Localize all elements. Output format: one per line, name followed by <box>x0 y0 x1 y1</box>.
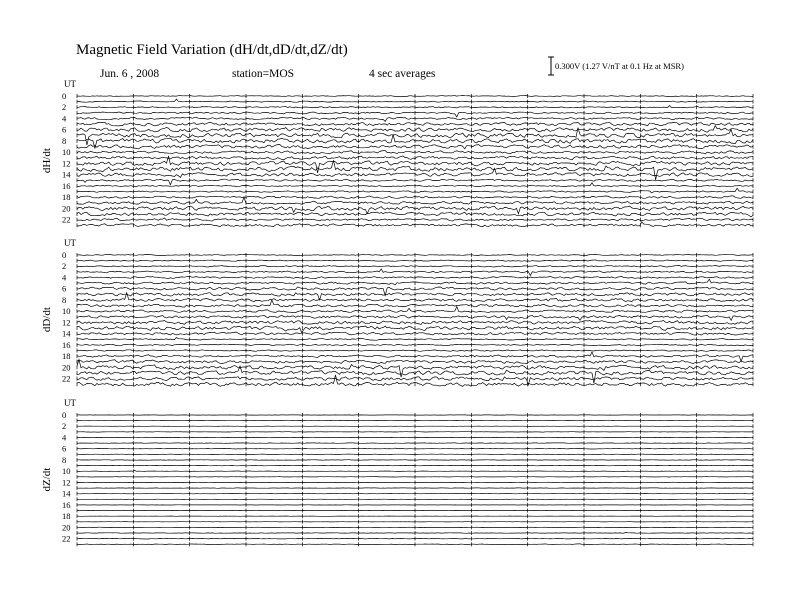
hour-label: 22 <box>62 373 71 384</box>
hour-label: 4 <box>62 272 67 283</box>
hour-label: 4 <box>62 113 67 124</box>
hour-label: 18 <box>62 351 71 362</box>
hour-label: 2 <box>62 421 67 432</box>
chart-title: Magnetic Field Variation (dH/dt,dD/dt,dZ/dt) <box>76 42 348 58</box>
panel-dzdt <box>41 398 753 546</box>
panel-ylabel: dD/dt <box>41 307 53 333</box>
ut-label: UT <box>64 398 76 408</box>
hour-label: 10 <box>62 147 71 158</box>
panel-dhdt <box>41 79 753 227</box>
scale-label: 0.300V (1.27 V/nT at 0.1 Hz at MSR) <box>555 61 684 71</box>
hour-label: 10 <box>62 306 71 317</box>
panel-ylabel: dH/dt <box>41 148 53 174</box>
hour-label: 0 <box>62 250 67 260</box>
hour-label: 0 <box>62 410 67 420</box>
hour-label: 8 <box>62 294 67 305</box>
hour-label: 16 <box>62 499 71 510</box>
ut-label: UT <box>64 79 76 89</box>
panels <box>41 79 753 546</box>
hour-label: 2 <box>62 261 67 272</box>
hour-label: 10 <box>62 466 71 477</box>
hour-label: 4 <box>62 432 67 443</box>
hour-label: 20 <box>62 203 71 214</box>
hour-label: 16 <box>62 180 71 191</box>
hour-label: 12 <box>62 317 71 328</box>
hour-label: 22 <box>62 214 71 225</box>
hour-label: 18 <box>62 511 71 522</box>
hour-label: 6 <box>62 283 67 294</box>
scale-bar <box>548 57 684 75</box>
hour-label: 6 <box>62 443 67 454</box>
averaging-label: 4 sec averages <box>369 68 436 80</box>
hour-label: 14 <box>62 169 71 180</box>
panel-ylabel: dZ/dt <box>41 467 53 492</box>
hour-label: 0 <box>62 91 67 101</box>
hour-label: 20 <box>62 522 71 533</box>
hour-label: 12 <box>62 158 71 169</box>
hour-label: 22 <box>62 533 71 544</box>
hour-label: 2 <box>62 102 67 113</box>
ut-label: UT <box>64 238 76 248</box>
date-label: Jun. 6 , 2008 <box>100 68 160 80</box>
hour-label: 20 <box>62 362 71 373</box>
hour-label: 8 <box>62 135 67 146</box>
hour-label: 8 <box>62 454 67 465</box>
hour-label: 12 <box>62 477 71 488</box>
panel-dddt <box>41 238 753 386</box>
hour-label: 14 <box>62 328 71 339</box>
hour-label: 14 <box>62 488 71 499</box>
hour-label: 18 <box>62 192 71 203</box>
station-label: station=MOS <box>232 68 295 80</box>
hour-label: 16 <box>62 339 71 350</box>
hour-label: 6 <box>62 124 67 135</box>
